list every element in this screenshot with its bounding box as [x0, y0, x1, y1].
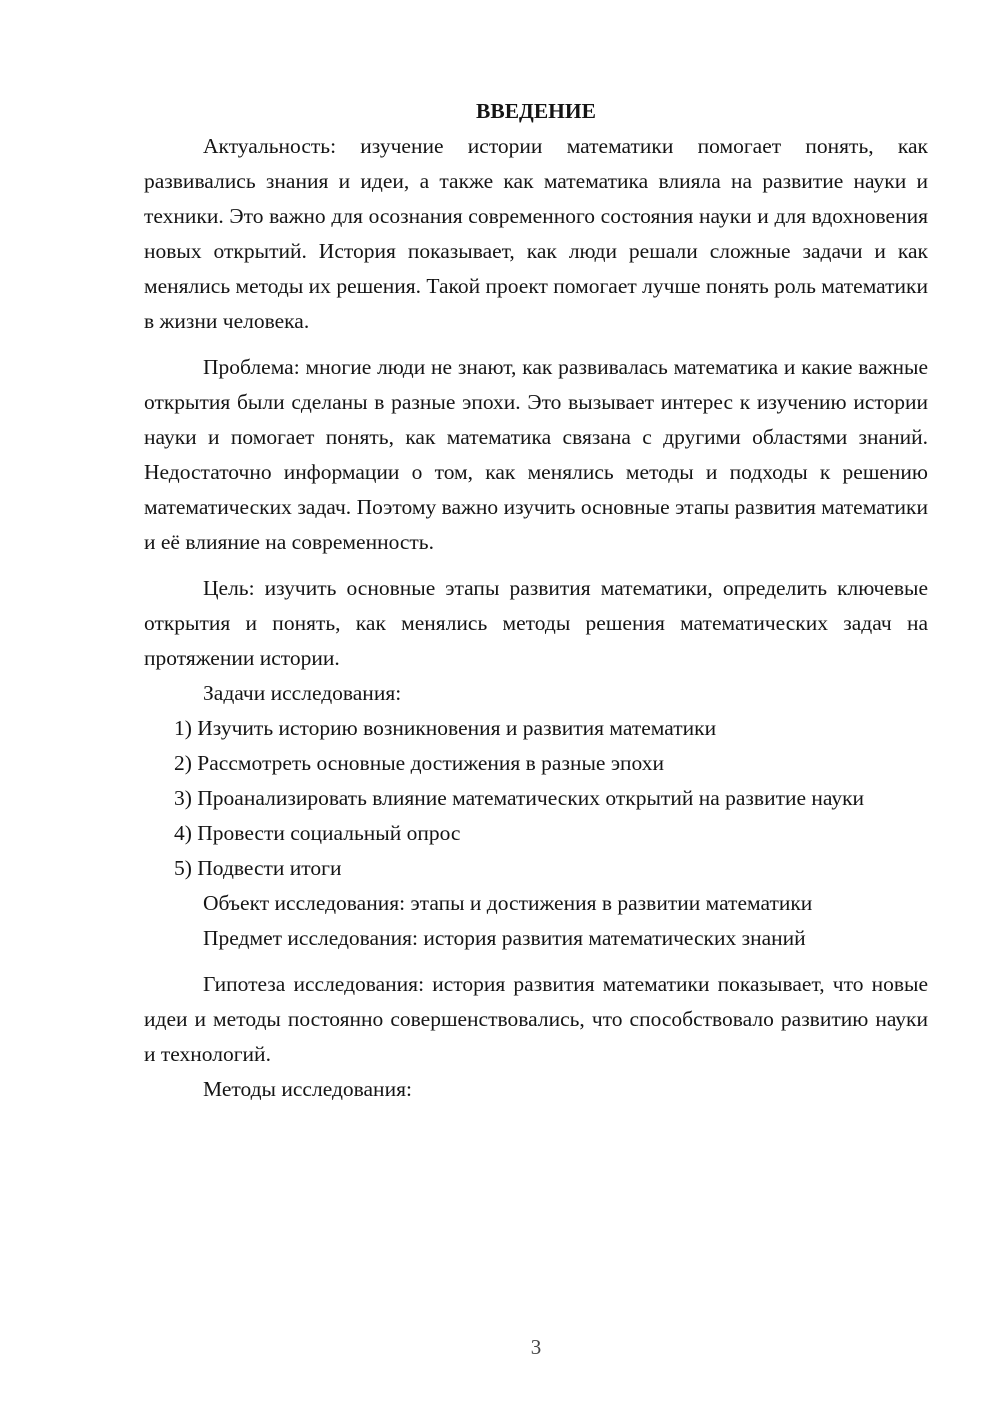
- page-number: 3: [530, 1335, 542, 1359]
- research-subject: Предмет исследования: история развития математических знаний: [203, 926, 806, 950]
- research-object: Объект исследования: этапы и достижения в развитии математики: [203, 891, 813, 915]
- task-item-5: 5) Подвести итоги: [174, 856, 342, 880]
- task-item-1: 1) Изучить историю возникновения и развития математики: [174, 716, 717, 740]
- task-item-3: 3) Проанализировать влияние математических открытий на развитие науки: [174, 786, 865, 810]
- methods-heading: Методы исследования:: [203, 1077, 412, 1101]
- relevance-paragraph: Актуальность: изучение истории математики помогает понять, как развивались знания и идеи, а также как математика влияла на развитие науки и техники. Это важно для осознания современного состояния науки и для вдохновения новых открытий. История показывает, как люди решали сложные задачи и как менялись методы их решения. Такой проект помогает лучше понять роль математики в жизни человека.: [144, 134, 928, 333]
- tasks-heading: Задачи исследования:: [203, 681, 402, 705]
- task-item-2: 2) Рассмотреть основные достижения в разные эпохи: [174, 751, 665, 775]
- document-body: [144, 94, 928, 1107]
- goal-paragraph: Цель: изучить основные этапы развития математики, определить ключевые открытия и понять, как менялись методы решения математических задач на протяжении истории.: [144, 576, 928, 670]
- page-title: ВВЕДЕНИЕ: [476, 99, 596, 123]
- task-item-4: 4) Провести социальный опрос: [174, 821, 461, 845]
- hypothesis-paragraph: Гипотеза исследования: история развития математики показывает, что новые идеи и методы постоянно совершенствовались, что способствовало развитию науки и технологий.: [144, 972, 928, 1066]
- problem-paragraph: Проблема: многие люди не знают, как развивалась математика и какие важные открытия были сделаны в разные эпохи. Это вызывает интерес к изучению истории науки и помогает понять, как математика связана с другими областями знаний. Недостаточно информации о том, как менялись методы и подходы к решению математических задач. Поэтому важно изучить основные этапы развития математики и её влияние на современность.: [144, 355, 928, 554]
